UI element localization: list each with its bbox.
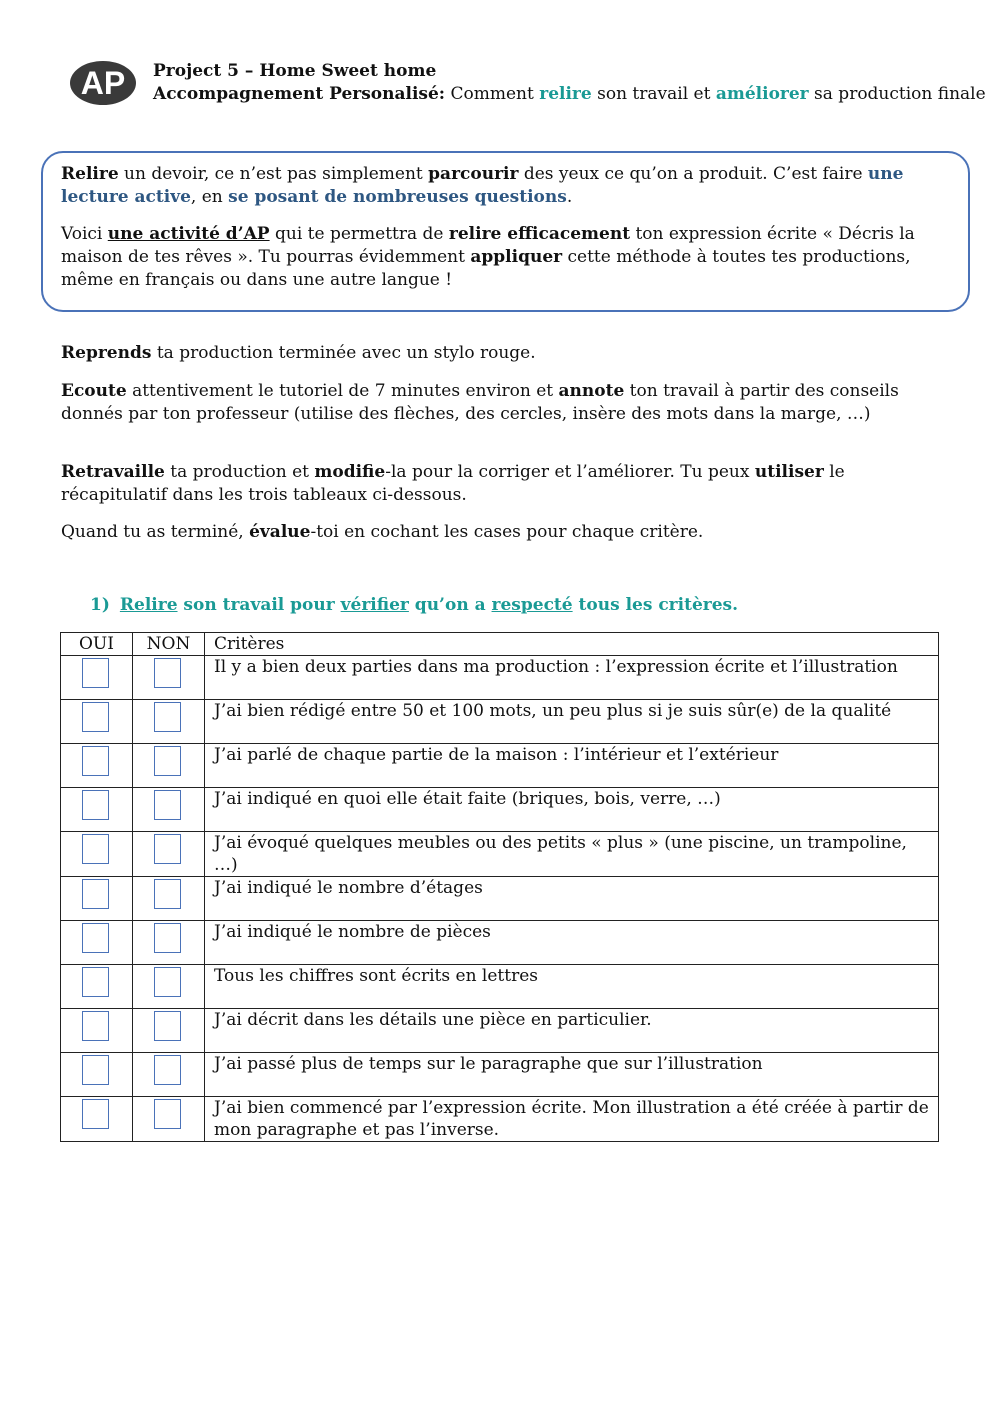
text-run: vérifier: [340, 595, 409, 615]
non-cell: [133, 656, 205, 700]
oui-checkbox[interactable]: [82, 834, 109, 864]
text-run: un devoir, ce n’est pas simplement: [118, 164, 429, 184]
table-row: [61, 788, 939, 832]
ap-logo: [68, 58, 138, 108]
oui-cell: [61, 921, 133, 965]
non-checkbox[interactable]: [154, 1011, 181, 1041]
text-run: respecté: [491, 595, 573, 615]
text-run: -toi en cochant les cases pour chaque critère.: [310, 522, 704, 542]
text-run: une lecture active: [61, 164, 904, 207]
oui-cell: [61, 965, 133, 1009]
text-run: utiliser: [754, 462, 824, 482]
criterion-text: J’ai indiqué le nombre de pièces: [205, 921, 939, 965]
text-run: qu’on a: [408, 595, 492, 615]
oui-cell: [61, 788, 133, 832]
text-run: annote: [558, 381, 625, 401]
text-run: parcourir: [428, 164, 519, 184]
non-checkbox[interactable]: [154, 1099, 181, 1129]
text-run: Voici: [61, 224, 108, 244]
non-cell: [133, 788, 205, 832]
text-run: -la pour la corriger et l’améliorer. Tu peux: [385, 462, 755, 482]
text-run: qui te permettra de: [269, 224, 449, 244]
oui-cell: [61, 656, 133, 700]
non-checkbox[interactable]: [154, 834, 181, 864]
non-checkbox[interactable]: [154, 923, 181, 953]
text-run: tous les critères.: [572, 595, 739, 615]
non-checkbox[interactable]: [154, 1055, 181, 1085]
intro-paragraph-1: [61, 163, 948, 209]
text-run: appliquer: [470, 247, 563, 267]
instruction-2: [61, 380, 941, 426]
non-cell: [133, 832, 205, 877]
table-row: [61, 700, 939, 744]
oui-checkbox[interactable]: [82, 746, 109, 776]
non-checkbox[interactable]: [154, 967, 181, 997]
criterion-text: J’ai décrit dans les détails une pièce en particulier.: [205, 1009, 939, 1053]
text-run: son travail pour: [177, 595, 341, 615]
non-cell: [133, 1009, 205, 1053]
text-run: ta production et: [164, 462, 315, 482]
svg-text:AP: AP: [80, 65, 126, 101]
oui-cell: [61, 1009, 133, 1053]
criterion-text: J’ai passé plus de temps sur le paragraphe que sur l’illustration: [205, 1053, 939, 1097]
table-row: [61, 877, 939, 921]
text-run: , en: [190, 187, 229, 207]
text-run: Relire: [119, 595, 178, 615]
oui-cell: [61, 1097, 133, 1142]
text-run: ton expression écrite « Décris la maison de tes rêves ». Tu pourras évidemment: [61, 224, 915, 267]
table-row: [61, 744, 939, 788]
text-run: Reprends: [61, 343, 152, 363]
oui-cell: [61, 700, 133, 744]
oui-cell: [61, 877, 133, 921]
oui-checkbox[interactable]: [82, 702, 109, 732]
text-run: Ecoute: [61, 381, 127, 401]
table-row: [61, 921, 939, 965]
section-1-title: 1) Relire son travail pour vérifier qu’on a respecté tous les critères.: [90, 595, 739, 615]
col-oui-header: OUI: [61, 633, 133, 656]
non-checkbox[interactable]: [154, 790, 181, 820]
oui-checkbox[interactable]: [82, 1099, 109, 1129]
text-run: Quand tu as terminé,: [61, 522, 250, 542]
criterion-text: J’ai bien commencé par l’expression écrite. Mon illustration a été créée à partir de mon paragraphe et pas l’inverse.: [205, 1097, 939, 1142]
instruction-1: [61, 342, 941, 365]
criterion-text: J’ai parlé de chaque partie de la maison : l’intérieur et l’extérieur: [205, 744, 939, 788]
non-cell: [133, 1097, 205, 1142]
non-cell: [133, 700, 205, 744]
text-run: attentivement le tutoriel de 7 minutes environ et: [126, 381, 559, 401]
text-run: des yeux ce qu’on a produit. C’est faire: [518, 164, 868, 184]
text-run: Retravaille: [61, 462, 165, 482]
non-checkbox[interactable]: [154, 702, 181, 732]
table-row: [61, 832, 939, 877]
table-row: [61, 1053, 939, 1097]
table-row: [61, 1097, 939, 1142]
intro-box: [41, 151, 970, 312]
criterion-text: Tous les chiffres sont écrits en lettres: [205, 965, 939, 1009]
criterion-text: J’ai évoqué quelques meubles ou des petits « plus » (une piscine, un trampoline, …): [205, 832, 939, 877]
non-cell: [133, 1053, 205, 1097]
intro-paragraph-2: [61, 223, 948, 292]
oui-checkbox[interactable]: [82, 923, 109, 953]
non-cell: [133, 877, 205, 921]
criterion-text: J’ai indiqué en quoi elle était faite (briques, bois, verre, …): [205, 788, 939, 832]
header: [153, 60, 986, 106]
oui-checkbox[interactable]: [82, 1055, 109, 1085]
non-checkbox[interactable]: [154, 658, 181, 688]
oui-checkbox[interactable]: [82, 790, 109, 820]
text-run: évalue: [249, 522, 311, 542]
oui-checkbox[interactable]: [82, 967, 109, 997]
oui-checkbox[interactable]: [82, 879, 109, 909]
text-run: cette méthode à toutes tes productions, même en français ou dans une autre langue !: [61, 247, 911, 290]
table-row: [61, 965, 939, 1009]
text-run: Relire: [61, 164, 119, 184]
text-run: ton travail à partir des conseils donnés par ton professeur (utilise des flèches, des cercles, insère des mots dans la marge, …): [61, 381, 899, 424]
project-title: Project 5 – Home Sweet home: [153, 61, 437, 81]
text-run: relire efficacement: [448, 224, 631, 244]
oui-checkbox[interactable]: [82, 658, 109, 688]
col-non-header: NON: [133, 633, 205, 656]
non-cell: [133, 744, 205, 788]
non-cell: [133, 965, 205, 1009]
criterion-text: J’ai indiqué le nombre d’étages: [205, 877, 939, 921]
text-run: modifie: [314, 462, 386, 482]
non-checkbox[interactable]: [154, 746, 181, 776]
col-criteres-header: Critères: [205, 633, 939, 656]
oui-checkbox[interactable]: [82, 1011, 109, 1041]
table-row: [61, 1009, 939, 1053]
criterion-text: J’ai bien rédigé entre 50 et 100 mots, un peu plus si je suis sûr(e) de la qualité: [205, 700, 939, 744]
oui-cell: [61, 1053, 133, 1097]
text-run: le récapitulatif dans les trois tableaux ci-dessous.: [61, 462, 845, 505]
oui-cell: [61, 744, 133, 788]
instruction-4: [61, 521, 941, 544]
oui-cell: [61, 832, 133, 877]
text-run: se posant de nombreuses questions: [228, 187, 567, 207]
non-checkbox[interactable]: [154, 879, 181, 909]
text-run: .: [566, 187, 573, 207]
table-row: [61, 656, 939, 700]
instruction-3: [61, 461, 941, 507]
text-run: une activité d’AP: [107, 224, 270, 244]
non-cell: [133, 921, 205, 965]
criterion-text: Il y a bien deux parties dans ma production : l’expression écrite et l’illustration: [205, 656, 939, 700]
criteria-table: [60, 632, 939, 1142]
text-run: ta production terminée avec un stylo rouge.: [151, 343, 536, 363]
subtitle: Accompagnement Personalisé: Comment relire son travail et améliorer sa production finale: [153, 84, 986, 104]
